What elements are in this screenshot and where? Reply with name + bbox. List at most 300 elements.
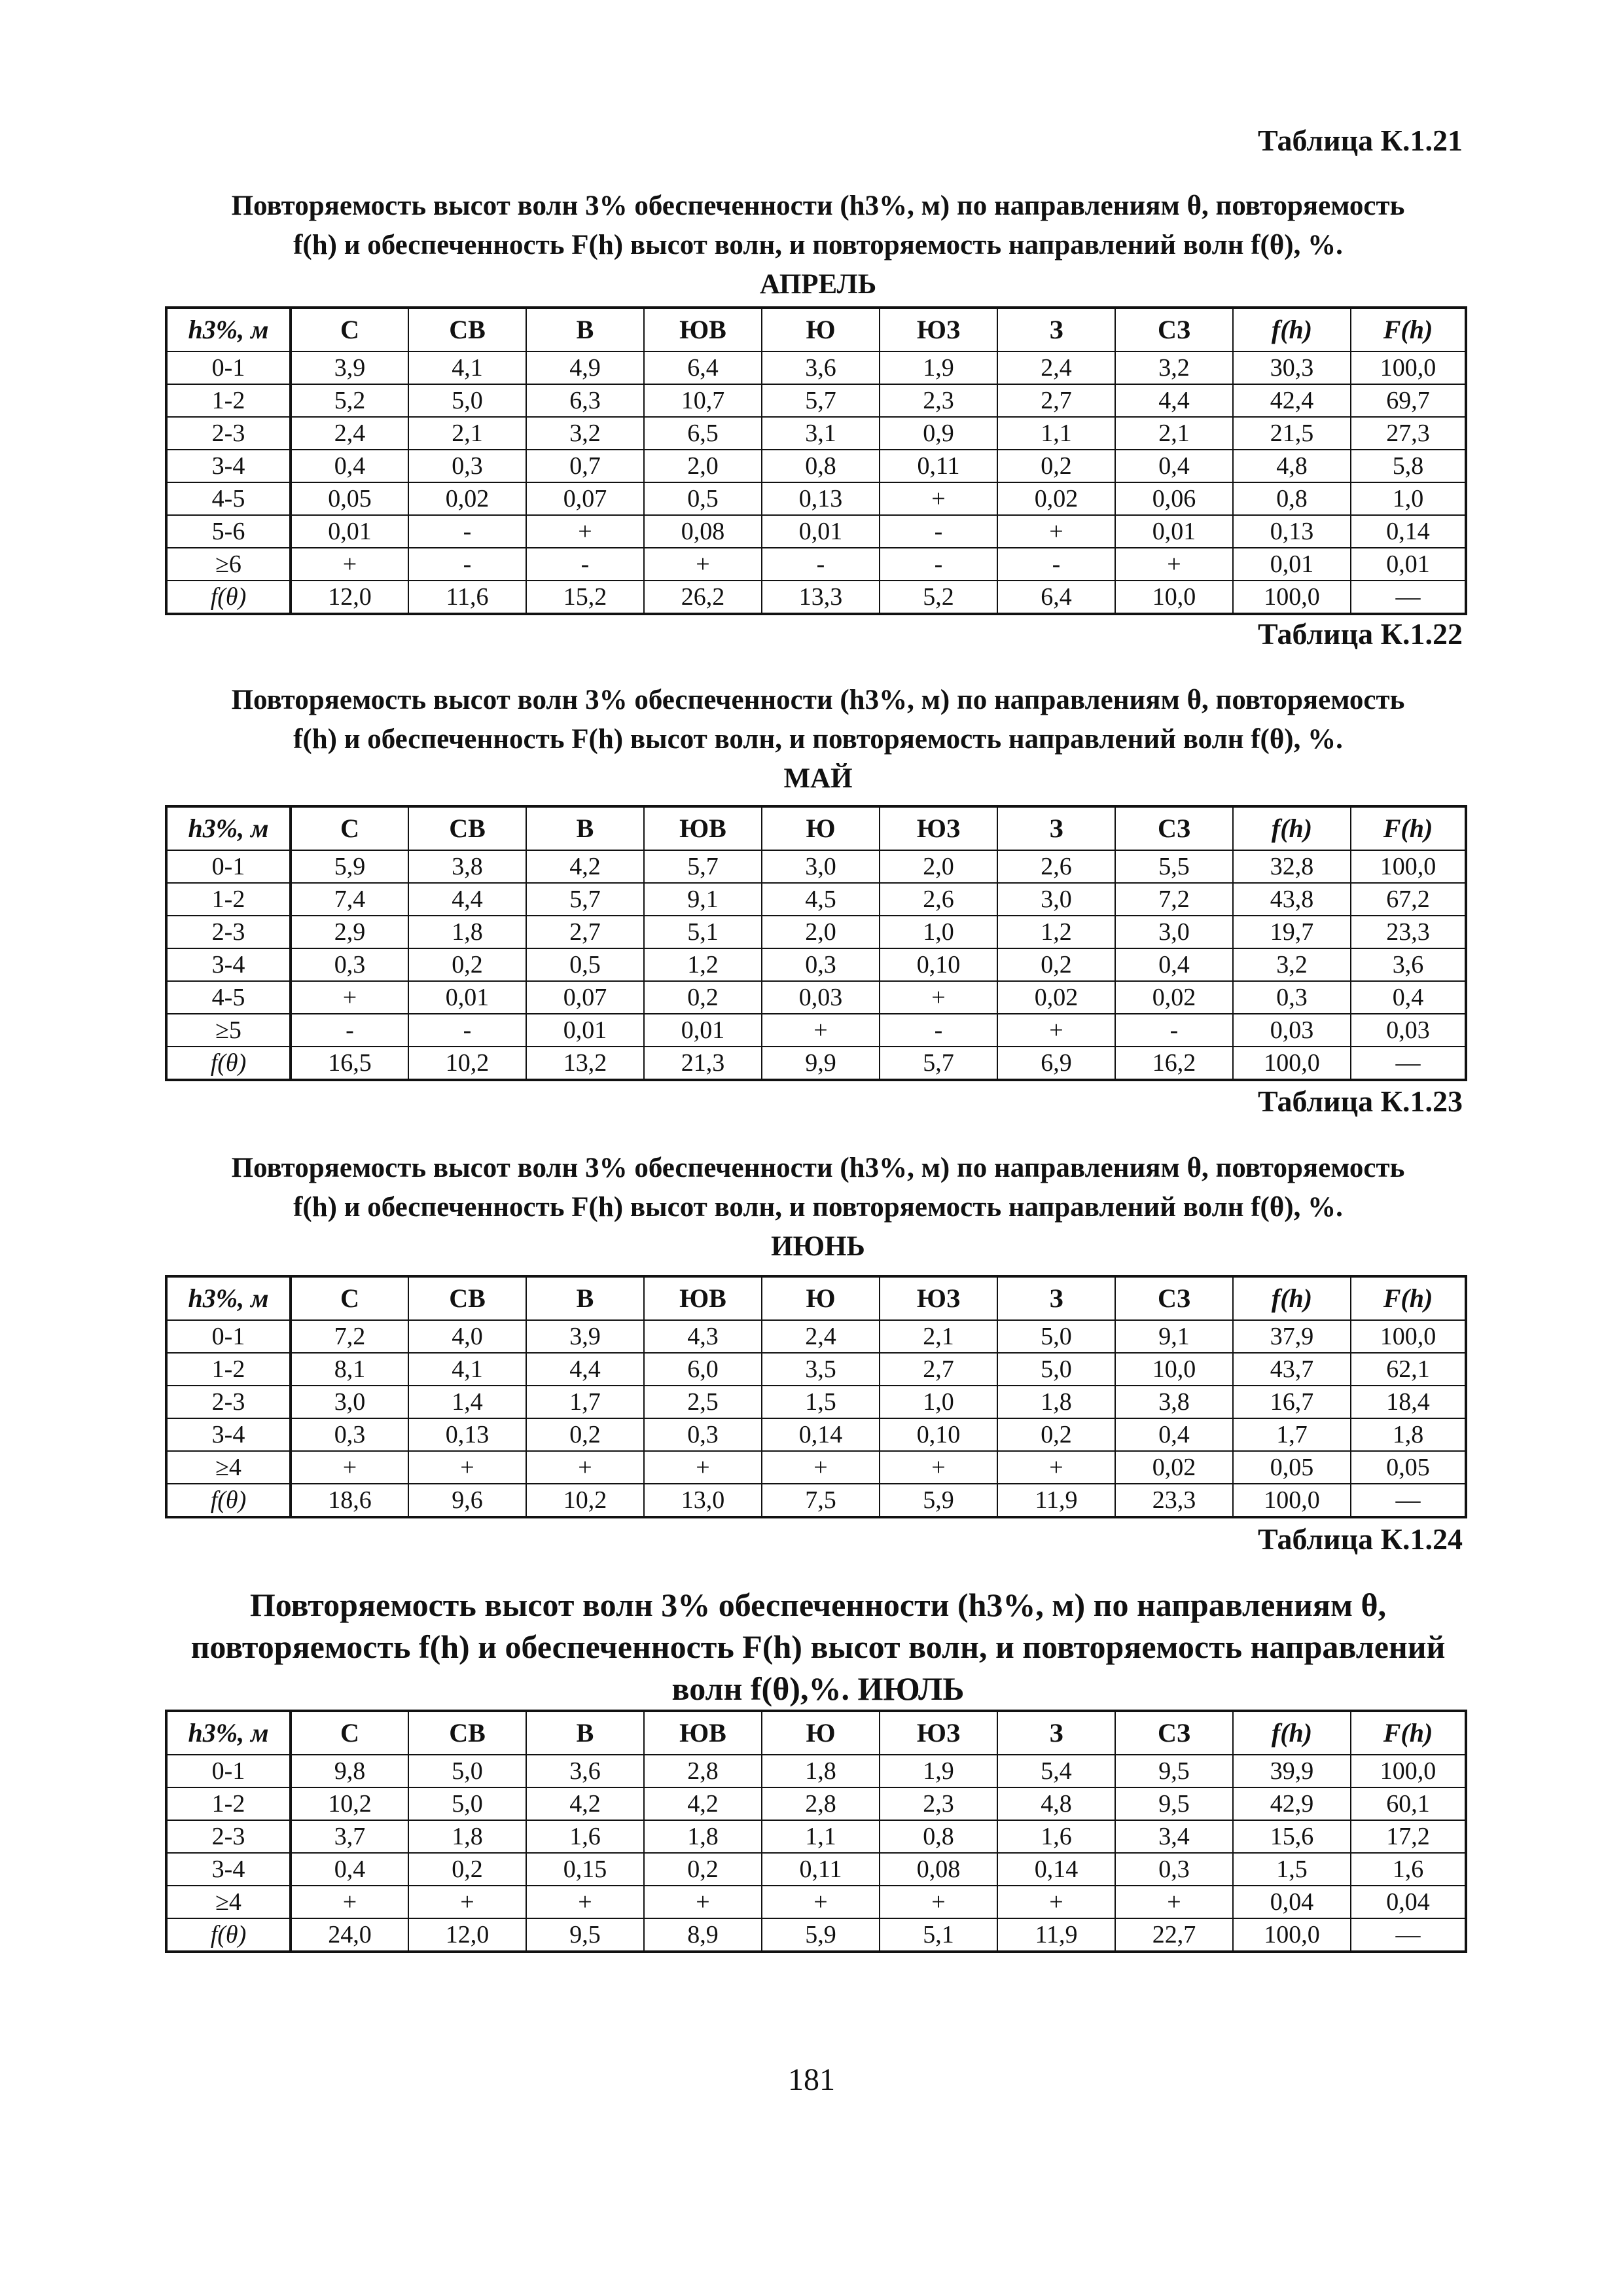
table-row (166, 1320, 1466, 1353)
row-label: f(θ) (166, 581, 291, 614)
table-cell: 1,1 (762, 1820, 880, 1853)
table-cell: 0,2 (408, 948, 526, 981)
table-cell: 1,6 (526, 1820, 644, 1853)
column-header: F(h) (1351, 308, 1466, 351)
table-cell: + (291, 548, 408, 581)
table-cell: + (997, 515, 1115, 548)
column-header: ЮЗ (880, 1711, 997, 1755)
table-cell: 3,0 (1115, 916, 1233, 948)
table-cell: + (997, 1014, 1115, 1047)
table-cell: 4,3 (644, 1320, 762, 1353)
table-cell: 5,9 (291, 850, 408, 883)
table-cell: 24,0 (291, 1918, 408, 1952)
column-header: В (526, 1711, 644, 1755)
table-cell: - (997, 548, 1115, 581)
table-cell: 0,02 (408, 482, 526, 515)
table-caption (164, 187, 1472, 304)
table-cell: 1,8 (762, 1755, 880, 1787)
table-cell: 0,2 (997, 450, 1115, 482)
table-row (166, 417, 1466, 450)
table-row (166, 1484, 1466, 1517)
table-cell: 0,10 (880, 1418, 997, 1451)
table-cell: - (762, 548, 880, 581)
table-cell: 15,2 (526, 581, 644, 614)
row-label: ≥4 (166, 1451, 291, 1484)
table-cell: 7,5 (762, 1484, 880, 1517)
table-cell: 0,14 (997, 1853, 1115, 1886)
table-row (166, 351, 1466, 384)
table-cell: 2,0 (644, 450, 762, 482)
column-header: С (291, 1276, 408, 1320)
column-header: ЮВ (644, 1711, 762, 1755)
table-cell: 16,5 (291, 1047, 408, 1080)
table-cell: 5,4 (997, 1755, 1115, 1787)
table-row (166, 883, 1466, 916)
table-cell: + (880, 1886, 997, 1918)
table-cell: 1,0 (880, 1386, 997, 1418)
table-cell: 18,6 (291, 1484, 408, 1517)
table-cell: 10,0 (1115, 1353, 1233, 1386)
table-cell: 0,01 (291, 515, 408, 548)
table-row (166, 450, 1466, 482)
table-cell: 10,2 (291, 1787, 408, 1820)
table-row (166, 1886, 1466, 1918)
table-cell: 0,2 (408, 1853, 526, 1886)
table-cell: 1,1 (997, 417, 1115, 450)
table-cell: 1,8 (644, 1820, 762, 1853)
table-cell: 42,9 (1233, 1787, 1351, 1820)
table-cell: 2,8 (644, 1755, 762, 1787)
table-cell: + (644, 548, 762, 581)
table-cell: - (291, 1014, 408, 1047)
table-cell: + (1115, 1886, 1233, 1918)
table-cell: + (762, 1014, 880, 1047)
table-header-row (166, 806, 1466, 850)
table-cell: 100,0 (1351, 850, 1466, 883)
table-cell: — (1351, 1918, 1466, 1952)
table-cell: + (291, 981, 408, 1014)
table-cell: 2,5 (644, 1386, 762, 1418)
table-cell: 32,8 (1233, 850, 1351, 883)
table-cell: - (880, 548, 997, 581)
row-label: ≥6 (166, 548, 291, 581)
wave-table-july (165, 1710, 1467, 1953)
table-cell: 5,2 (880, 581, 997, 614)
table-cell: 0,03 (762, 981, 880, 1014)
table-cell: 2,4 (291, 417, 408, 450)
table-row (166, 515, 1466, 548)
table-cell: 7,2 (1115, 883, 1233, 916)
caption-line: Повторяемость высот волн 3% обеспеченности (h3%, м) по направлениям θ, (249, 1587, 1387, 1623)
table-cell: 5,7 (526, 883, 644, 916)
table-cell: 1,7 (1233, 1418, 1351, 1451)
column-header: f(h) (1233, 308, 1351, 351)
table-row (166, 482, 1466, 515)
table-cell: 3,0 (997, 883, 1115, 916)
table-cell: 2,9 (291, 916, 408, 948)
table-cell: 6,4 (997, 581, 1115, 614)
table-cell: 0,04 (1351, 1886, 1466, 1918)
table-cell: - (880, 515, 997, 548)
table-cell: 2,7 (526, 916, 644, 948)
column-header: h3%, м (166, 308, 291, 351)
wave-table-may (165, 805, 1467, 1081)
wave-table-june (165, 1275, 1467, 1518)
table-cell: 3,9 (291, 351, 408, 384)
table-cell: 27,3 (1351, 417, 1466, 450)
table-cell: 0,07 (526, 981, 644, 1014)
table-cell: 0,01 (526, 1014, 644, 1047)
table-cell: 5,1 (880, 1918, 997, 1952)
table-cell: 0,10 (880, 948, 997, 981)
table-row (166, 850, 1466, 883)
table-cell: 3,1 (762, 417, 880, 450)
table-caption (164, 1149, 1472, 1266)
table-cell: 0,3 (408, 450, 526, 482)
table-number: Таблица К.1.24 (1257, 1522, 1463, 1556)
table-row (166, 948, 1466, 981)
table-cell: - (880, 1014, 997, 1047)
table-header-row (166, 1276, 1466, 1320)
table-cell: 5,9 (880, 1484, 997, 1517)
table-cell: 4,2 (644, 1787, 762, 1820)
row-label: 2-3 (166, 916, 291, 948)
column-header: Ю (762, 1711, 880, 1755)
table-cell: — (1351, 1047, 1466, 1080)
table-cell: 18,4 (1351, 1386, 1466, 1418)
table-row (166, 1853, 1466, 1886)
table-cell: 9,9 (762, 1047, 880, 1080)
row-label: 1-2 (166, 883, 291, 916)
table-cell: 0,8 (880, 1820, 997, 1853)
table-row (166, 1014, 1466, 1047)
table-cell: 0,2 (997, 1418, 1115, 1451)
table-cell: 13,0 (644, 1484, 762, 1517)
table-cell: 0,11 (762, 1853, 880, 1886)
caption-line: f(h) и обеспеченность F(h) высот волн, и повторяемость направлений волн f(θ), %. (293, 230, 1343, 260)
table-cell: 2,6 (880, 883, 997, 916)
table-cell: 0,4 (1115, 1418, 1233, 1451)
table-cell: 43,7 (1233, 1353, 1351, 1386)
table-cell: + (880, 482, 997, 515)
table-cell: 2,1 (408, 417, 526, 450)
table-cell: 0,5 (644, 482, 762, 515)
column-header: С (291, 308, 408, 351)
table-cell: 4,8 (997, 1787, 1115, 1820)
table-cell: 0,2 (526, 1418, 644, 1451)
table-cell: 4,0 (408, 1320, 526, 1353)
table-cell: 0,14 (762, 1418, 880, 1451)
table-cell: - (408, 1014, 526, 1047)
table-cell: 1,6 (1351, 1853, 1466, 1886)
row-label: 2-3 (166, 417, 291, 450)
table-row (166, 981, 1466, 1014)
table-cell: 6,0 (644, 1353, 762, 1386)
table-cell: 0,03 (1233, 1014, 1351, 1047)
table-cell: 100,0 (1233, 1484, 1351, 1517)
table-cell: 1,8 (408, 1820, 526, 1853)
table-row (166, 1787, 1466, 1820)
table-row (166, 1820, 1466, 1853)
table-cell: 60,1 (1351, 1787, 1466, 1820)
table-cell: 0,02 (997, 482, 1115, 515)
table-cell: 0,9 (880, 417, 997, 450)
table-cell: 0,01 (644, 1014, 762, 1047)
table-cell: 0,8 (762, 450, 880, 482)
table-cell: + (526, 1451, 644, 1484)
table-row (166, 1918, 1466, 1952)
table-cell: 0,02 (997, 981, 1115, 1014)
row-label: 2-3 (166, 1386, 291, 1418)
column-header: h3%, м (166, 1276, 291, 1320)
table-cell: 0,14 (1351, 515, 1466, 548)
table-cell: 0,01 (1115, 515, 1233, 548)
table-cell: 0,7 (526, 450, 644, 482)
column-header: З (997, 308, 1115, 351)
column-header: ЮЗ (880, 806, 997, 850)
row-label: 3-4 (166, 1853, 291, 1886)
column-header: СЗ (1115, 308, 1233, 351)
table-cell: 100,0 (1233, 1047, 1351, 1080)
table-cell: 0,06 (1115, 482, 1233, 515)
row-label: 3-4 (166, 450, 291, 482)
row-label: 3-4 (166, 1418, 291, 1451)
table-cell: 21,5 (1233, 417, 1351, 450)
caption-line: волн f(θ),%. ИЮЛЬ (671, 1670, 965, 1707)
table-cell: 3,7 (291, 1820, 408, 1853)
table-cell: 2,1 (1115, 417, 1233, 450)
table-cell: 12,0 (291, 581, 408, 614)
page-number: 181 (788, 2062, 835, 2097)
caption-line: Повторяемость высот волн 3% обеспеченности (h3%, м) по направлениям θ, повторяемость (231, 1153, 1405, 1183)
column-header: СЗ (1115, 806, 1233, 850)
table-cell: — (1351, 581, 1466, 614)
column-header: Ю (762, 1276, 880, 1320)
column-header: Ю (762, 806, 880, 850)
table-cell: 10,0 (1115, 581, 1233, 614)
table-cell: 3,5 (762, 1353, 880, 1386)
table-cell: 15,6 (1233, 1820, 1351, 1853)
table-cell: 9,5 (526, 1918, 644, 1952)
table-cell: 9,5 (1115, 1787, 1233, 1820)
row-label: 1-2 (166, 1787, 291, 1820)
column-header: В (526, 308, 644, 351)
table-cell: 4,2 (526, 850, 644, 883)
caption-line: f(h) и обеспеченность F(h) высот волн, и повторяемость направлений волн f(θ), %. (293, 724, 1343, 755)
table-number: Таблица К.1.21 (1257, 124, 1463, 157)
table-cell: 2,7 (880, 1353, 997, 1386)
table-cell: 5,0 (408, 384, 526, 417)
table-cell: 13,3 (762, 581, 880, 614)
table-cell: 0,03 (1351, 1014, 1466, 1047)
table-cell: 0,3 (291, 1418, 408, 1451)
table-cell: 3,6 (526, 1755, 644, 1787)
table-cell: + (880, 1451, 997, 1484)
table-cell: 100,0 (1233, 581, 1351, 614)
table-cell: 42,4 (1233, 384, 1351, 417)
column-header: СЗ (1115, 1711, 1233, 1755)
table-row (166, 1386, 1466, 1418)
column-header: С (291, 806, 408, 850)
table-cell: 5,2 (291, 384, 408, 417)
row-label: ≥5 (166, 1014, 291, 1047)
caption-month: МАЙ (783, 763, 853, 794)
table-cell: 0,05 (1233, 1451, 1351, 1484)
table-cell: 8,9 (644, 1918, 762, 1952)
column-header: ЮВ (644, 308, 762, 351)
table-cell: - (408, 515, 526, 548)
table-cell: 1,6 (997, 1820, 1115, 1853)
caption-month: ИЮНЬ (771, 1231, 865, 1262)
table-cell: 2,4 (762, 1320, 880, 1353)
table-cell: 11,9 (997, 1918, 1115, 1952)
table-cell: 1,4 (408, 1386, 526, 1418)
row-label: 5-6 (166, 515, 291, 548)
table-cell: 2,1 (880, 1320, 997, 1353)
table-cell: 3,8 (408, 850, 526, 883)
table-cell: 0,07 (526, 482, 644, 515)
table-cell: 100,0 (1351, 1755, 1466, 1787)
row-label: ≥4 (166, 1886, 291, 1918)
table-cell: 0,2 (644, 1853, 762, 1886)
table-row (166, 1418, 1466, 1451)
table-cell: 1,8 (408, 916, 526, 948)
column-header: h3%, м (166, 806, 291, 850)
table-cell: 5,7 (644, 850, 762, 883)
table-cell: 0,3 (1115, 1853, 1233, 1886)
column-header: ЮВ (644, 806, 762, 850)
table-cell: 0,04 (1233, 1886, 1351, 1918)
table-cell: 1,2 (997, 916, 1115, 948)
table-cell: 2,8 (762, 1787, 880, 1820)
row-label: f(θ) (166, 1047, 291, 1080)
table-cell: 23,3 (1115, 1484, 1233, 1517)
table-cell: 2,0 (762, 916, 880, 948)
table-cell: 26,2 (644, 581, 762, 614)
row-label: f(θ) (166, 1918, 291, 1952)
table-cell: 1,8 (1351, 1418, 1466, 1451)
table-cell: 5,0 (408, 1755, 526, 1787)
table-number: Таблица К.1.22 (1257, 617, 1463, 651)
table-cell: 0,01 (762, 515, 880, 548)
table-row (166, 548, 1466, 581)
table-cell: 0,4 (1115, 450, 1233, 482)
table-cell: 0,4 (291, 450, 408, 482)
table-cell: 0,2 (644, 981, 762, 1014)
table-cell: 1,5 (1233, 1853, 1351, 1886)
table-cell: 1,9 (880, 351, 997, 384)
row-label: f(θ) (166, 1484, 291, 1517)
table-cell: 4,4 (526, 1353, 644, 1386)
table-cell: 3,0 (291, 1386, 408, 1418)
table-cell: 3,9 (526, 1320, 644, 1353)
table-cell: 1,8 (997, 1386, 1115, 1418)
table-cell: 1,0 (1351, 482, 1466, 515)
table-cell: 4,9 (526, 351, 644, 384)
row-label: 0-1 (166, 1320, 291, 1353)
table-row (166, 916, 1466, 948)
table-cell: 7,2 (291, 1320, 408, 1353)
table-cell: 3,2 (1115, 351, 1233, 384)
table-cell: 0,13 (762, 482, 880, 515)
table-cell: 100,0 (1351, 351, 1466, 384)
table-cell: 16,2 (1115, 1047, 1233, 1080)
table-header-row (166, 1711, 1466, 1755)
table-header-row (166, 308, 1466, 351)
table-cell: 5,7 (880, 1047, 997, 1080)
column-header: ЮЗ (880, 308, 997, 351)
table-cell: 0,11 (880, 450, 997, 482)
table-cell: + (408, 1451, 526, 1484)
table-cell: 2,0 (880, 850, 997, 883)
table-cell: + (762, 1886, 880, 1918)
table-cell: 5,0 (997, 1353, 1115, 1386)
table-cell: 30,3 (1233, 351, 1351, 384)
column-header: В (526, 806, 644, 850)
table-cell: 4,5 (762, 883, 880, 916)
table-cell: 3,2 (1233, 948, 1351, 981)
table-cell: 0,08 (880, 1853, 997, 1886)
table-cell: 9,5 (1115, 1755, 1233, 1787)
table-cell: 1,7 (526, 1386, 644, 1418)
table-cell: + (1115, 548, 1233, 581)
column-header: З (997, 1276, 1115, 1320)
table-cell: 62,1 (1351, 1353, 1466, 1386)
table-cell: 0,05 (1351, 1451, 1466, 1484)
table-number: Таблица К.1.23 (1257, 1085, 1463, 1118)
table-cell: - (408, 548, 526, 581)
table-cell: 23,3 (1351, 916, 1466, 948)
table-cell: 2,3 (880, 1787, 997, 1820)
column-header: СВ (408, 1711, 526, 1755)
table-cell: + (291, 1451, 408, 1484)
column-header: F(h) (1351, 806, 1466, 850)
table-row (166, 1047, 1466, 1080)
column-header: ЮЗ (880, 1276, 997, 1320)
table-cell: 0,08 (644, 515, 762, 548)
table-cell: 2,3 (880, 384, 997, 417)
table-cell: 43,8 (1233, 883, 1351, 916)
table-cell: 0,5 (526, 948, 644, 981)
column-header: З (997, 1711, 1115, 1755)
table-cell: 17,2 (1351, 1820, 1466, 1853)
column-header: f(h) (1233, 806, 1351, 850)
table-cell: 21,3 (644, 1047, 762, 1080)
column-header: f(h) (1233, 1276, 1351, 1320)
table-cell: 0,02 (1115, 981, 1233, 1014)
caption-line: f(h) и обеспеченность F(h) высот волн, и повторяемость направлений волн f(θ), %. (293, 1192, 1343, 1223)
table-cell: 6,5 (644, 417, 762, 450)
table-cell: 11,9 (997, 1484, 1115, 1517)
row-label: 4-5 (166, 981, 291, 1014)
table-cell: 6,3 (526, 384, 644, 417)
column-header: h3%, м (166, 1711, 291, 1755)
table-row (166, 581, 1466, 614)
table-cell: 2,4 (997, 351, 1115, 384)
table-cell: + (526, 515, 644, 548)
table-cell: 13,2 (526, 1047, 644, 1080)
table-cell: 1,9 (880, 1755, 997, 1787)
table-cell: 9,6 (408, 1484, 526, 1517)
table-cell: 0,02 (1115, 1451, 1233, 1484)
table-cell: + (408, 1886, 526, 1918)
table-cell: + (291, 1886, 408, 1918)
table-cell: — (1351, 1484, 1466, 1517)
table-cell: 3,8 (1115, 1386, 1233, 1418)
table-cell: 0,4 (291, 1853, 408, 1886)
table-cell: 0,3 (291, 948, 408, 981)
row-label: 1-2 (166, 384, 291, 417)
